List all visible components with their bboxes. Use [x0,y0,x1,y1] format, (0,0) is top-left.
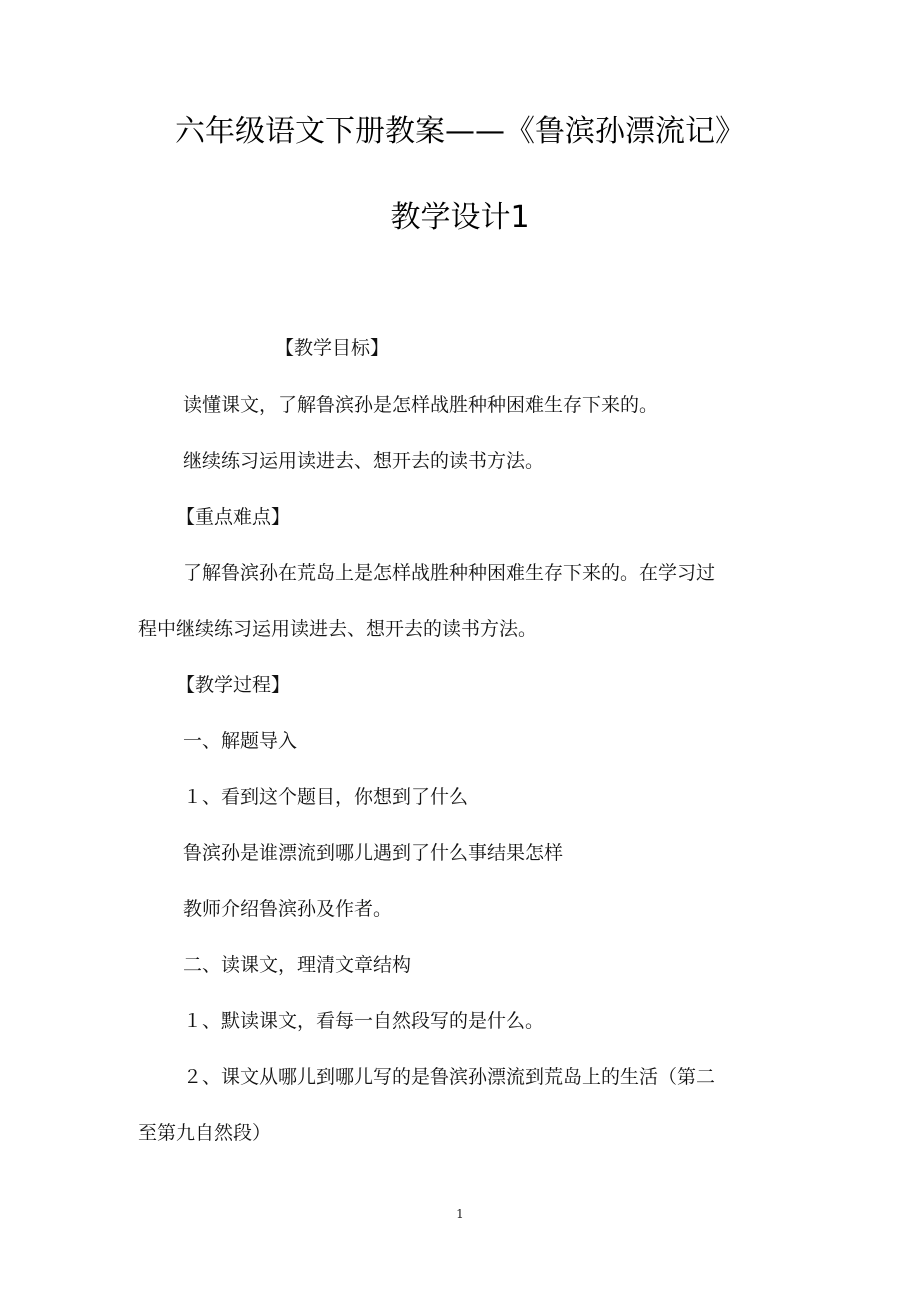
step-1-item-1-detail: 鲁滨孙是谁漂流到哪儿遇到了什么事结果怎样 [183,842,564,864]
page-number: 1 [456,1207,464,1221]
step-1-item-1: １、看到这个题目，你想到了什么 [183,786,469,808]
document-title-line-2: 教学设计1 [390,200,530,235]
step-2-item-1: １、默读课文，看每一自然段写的是什么。 [183,1010,545,1032]
objective-2: 继续练习运用读进去、想开去的读书方法。 [183,450,545,472]
key-points-heading: 【重点难点】 [176,506,291,528]
step-2-item-2-line-2: 至第九自然段） [138,1122,272,1144]
objective-1: 读懂课文，了解鲁滨孙是怎样战胜种种困难生存下来的。 [183,394,659,416]
process-heading: 【教学过程】 [176,674,291,696]
step-2-heading: 二、读课文，理清文章结构 [183,954,412,976]
step-1-heading: 一、解题导入 [183,730,298,752]
key-points-line-2: 程中继续练习运用读进去、想开去的读书方法。 [138,618,538,640]
step-1-item-2: 教师介绍鲁滨孙及作者。 [183,898,393,920]
step-2-item-2-line-1: ２、课文从哪儿到哪儿写的是鲁滨孙漂流到荒岛上的生活（第二 [183,1066,716,1088]
key-points-line-1: 了解鲁滨孙在荒岛上是怎样战胜种种困难生存下来的。在学习过 [183,562,716,584]
document-title-line-1: 六年级语文下册教案——《鲁滨孙漂流记》 [175,114,745,149]
objectives-heading: 【教学目标】 [275,337,390,359]
